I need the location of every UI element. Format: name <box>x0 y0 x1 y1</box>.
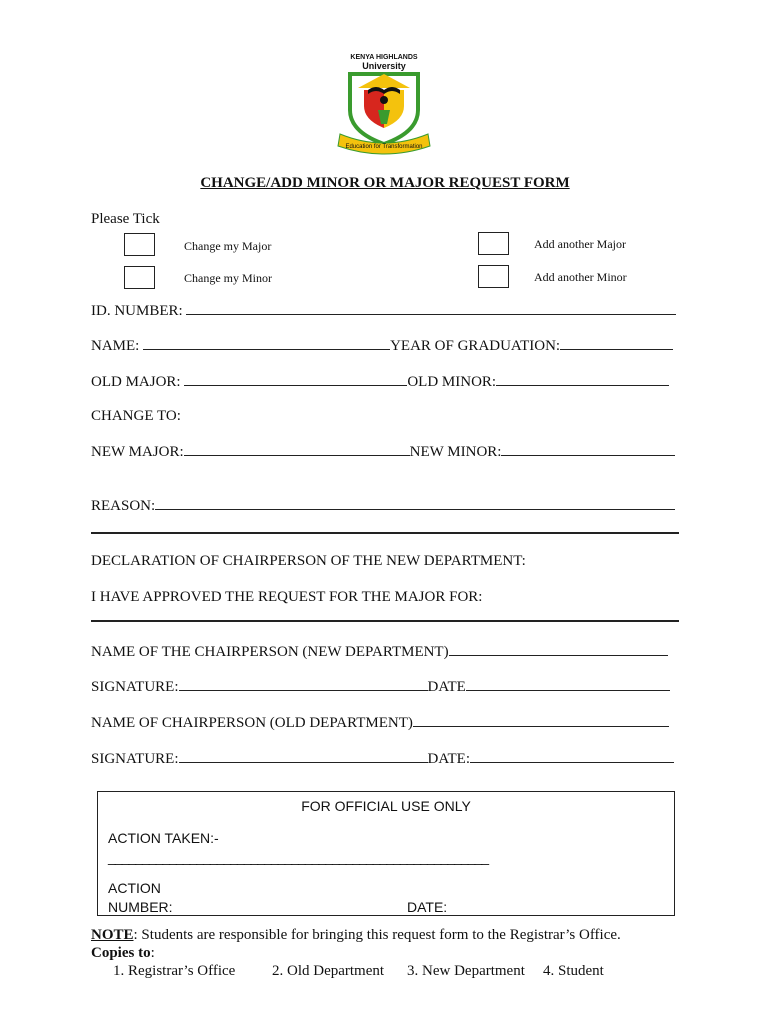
new-minor-field[interactable] <box>501 443 675 456</box>
action-taken-label: ACTION TAKEN:- <box>108 830 219 846</box>
new-minor-label: NEW MINOR: <box>409 444 502 460</box>
date-old-label: DATE: <box>427 751 471 767</box>
chair-old-row <box>91 714 669 732</box>
note-label: NOTE <box>91 927 134 943</box>
logo-motto: Education for Transformation <box>345 144 423 150</box>
note-row <box>91 927 621 944</box>
add-major-checkbox[interactable] <box>478 232 509 255</box>
logo-university-text: University <box>362 61 406 71</box>
add-minor-label: Add another Minor <box>534 270 627 284</box>
old-major-field[interactable] <box>184 373 407 386</box>
university-logo <box>334 48 434 158</box>
year-of-graduation-field[interactable] <box>560 337 673 350</box>
signature-old-label: SIGNATURE: <box>91 751 179 767</box>
signature-new-label: SIGNATURE: <box>91 679 179 695</box>
note-text: : Students are responsible for bringing this request form to the Registrar’s Office. <box>133 927 621 943</box>
change-to-label: CHANGE TO: <box>91 408 181 424</box>
action-label: ACTION <box>108 880 161 896</box>
please-tick-label: Please Tick <box>91 211 160 227</box>
action-number-label: NUMBER: <box>108 899 173 915</box>
reason-label: REASON: <box>91 498 156 514</box>
signature-new-field[interactable] <box>179 678 428 691</box>
form-title: CHANGE/ADD MINOR OR MAJOR REQUEST FORM <box>200 175 570 191</box>
change-major-label: Change my Major <box>184 239 272 253</box>
signature-new-row <box>91 678 670 696</box>
old-major-row <box>91 373 669 391</box>
name-field[interactable] <box>143 337 390 350</box>
change-minor-label: Change my Minor <box>184 271 272 285</box>
add-major-label: Add another Major <box>534 237 626 251</box>
copies-colon: : <box>150 945 155 961</box>
reason-field[interactable] <box>155 497 675 510</box>
action-taken-line[interactable]: ________________________________________________________ <box>108 849 489 865</box>
chair-old-field[interactable] <box>413 714 669 727</box>
date-old-field[interactable] <box>470 750 674 763</box>
change-major-checkbox[interactable] <box>124 233 155 256</box>
chair-new-label: NAME OF THE CHAIRPERSON (NEW DEPARTMENT) <box>91 644 449 660</box>
old-minor-label: OLD MINOR: <box>407 374 497 390</box>
official-use-heading: FOR OFFICIAL USE ONLY <box>301 798 471 814</box>
chair-old-label: NAME OF CHAIRPERSON (OLD DEPARTMENT) <box>91 715 413 731</box>
logo-top-text: KENYA HIGHLANDS <box>350 54 418 61</box>
name-row <box>91 337 673 355</box>
add-minor-checkbox[interactable] <box>478 265 509 288</box>
copy-item-1: 1. Registrar’s Office <box>113 963 236 979</box>
copy-item-2: 2. Old Department <box>272 963 385 979</box>
approved-label: I HAVE APPROVED THE REQUEST FOR THE MAJOR FOR: <box>91 589 483 605</box>
id-number-label: ID. NUMBER: <box>91 303 183 319</box>
change-minor-checkbox[interactable] <box>124 266 155 289</box>
reason-divider <box>91 532 679 534</box>
date-new-field[interactable] <box>466 678 670 691</box>
official-date-label: DATE: <box>407 899 448 915</box>
approved-line[interactable] <box>91 620 679 622</box>
old-major-label: OLD MAJOR: <box>91 374 181 390</box>
id-number-row <box>91 302 676 320</box>
id-number-field[interactable] <box>186 302 676 315</box>
declaration-heading: DECLARATION OF CHAIRPERSON OF THE NEW DEPARTMENT: <box>91 553 526 569</box>
copies-row <box>91 945 155 962</box>
date-new-label: DATE <box>427 679 466 695</box>
chair-new-field[interactable] <box>449 643 668 656</box>
old-minor-field[interactable] <box>496 373 669 386</box>
new-major-field[interactable] <box>184 443 410 456</box>
reason-row <box>91 497 675 515</box>
copies-label: Copies to <box>91 945 151 961</box>
signature-old-field[interactable] <box>179 750 428 763</box>
copy-item-4: 4. Student <box>543 963 604 979</box>
new-major-label: NEW MAJOR: <box>91 444 184 460</box>
official-use-box <box>97 791 675 916</box>
year-of-graduation-label: YEAR OF GRADUATION: <box>390 338 561 354</box>
name-label: NAME: <box>91 338 140 354</box>
chair-new-row <box>91 643 668 661</box>
copy-item-3: 3. New Department <box>407 963 525 979</box>
new-major-row <box>91 443 675 461</box>
signature-old-row <box>91 750 674 768</box>
